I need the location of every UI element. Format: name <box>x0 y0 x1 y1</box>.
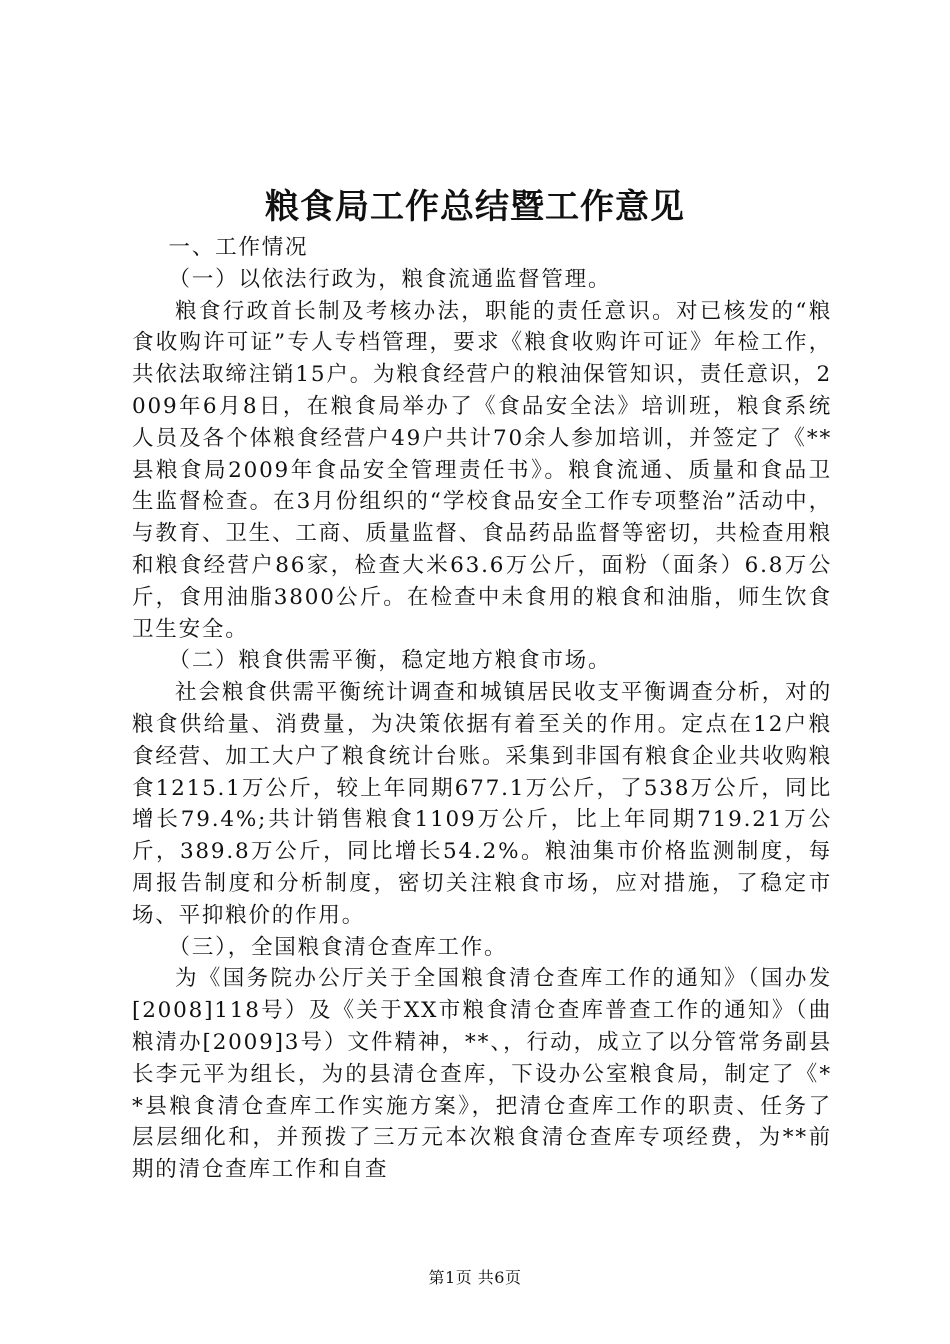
subsection-heading-1: （一）以依法行政为，粮食流通监督管理。 <box>168 266 612 292</box>
subsection-heading-3: （三），全国粮食清仓查库工作。 <box>168 934 508 960</box>
subsection-heading-2: （二）粮食供需平衡，稳定地方粮食市场。 <box>168 648 612 674</box>
body-paragraph-3: 为《国务院办公厅关于全国粮食清仓查库工作的通知》（国办发[2008]118号）及《关于XX市粮食清仓查库普查工作的通知》（曲粮清办[2009]3号）文件精神，**、，行动，成立了以分管常务副县长李元平为组长，为的县清仓查库，下设办公室粮食局，制定了《**县粮食清仓查库工作实施方案》，把清仓查库工作的职责、任务了层层细化和，并预拨了三万元本次粮食清仓查库专项经费，为**前期的清仓查库工作和自查 <box>132 966 832 1183</box>
page-number-footer: 第1页 共6页 <box>428 1268 522 1287</box>
body-paragraph-1: 粮食行政首长制及考核办法，职能的责任意识。对已核发的“粮食收购许可证”专人专档管理，要求《粮食收购许可证》年检工作，共依法取缔注销15户。为粮食经营户的粮油保管知识，责任意识，2009年6月8日，在粮食局举办了《食品安全法》培训班，粮食系统人员及各个体粮食经营户49户共计70余人参加培训，并签定了《**县粮食局2009年食品安全管理责任书》。粮食流通、质量和食品卫生监督检查。在3月份组织的“学校食品安全工作专项整治”活动中，与教育、卫生、工商、质量监督、食品药品监督等密切，共检查用粮和粮食经营户86家，检查大米63.6万公斤，面粉（面条）6.8万公斤，食用油脂3800公斤。在检查中未食用的粮食和油脂，师生饮食卫生安全。 <box>132 298 832 642</box>
document-title: 粮食局工作总结暨工作意见 <box>265 187 685 227</box>
body-paragraph-2: 社会粮食供需平衡统计调查和城镇居民收支平衡调查分析，对的粮食供给量、消费量，为决策依据有着至关的作用。定点在12户粮食经营、加工大户了粮食统计台账。采集到非国有粮食企业共收购粮食1215.1万公斤，较上年同期677.1万公斤，了538万公斤，同比增长79.4%;共计销售粮食1109万公斤，比上年同期719.21万公斤，389.8万公斤，同比增长54.2%。粮油集市价格监测制度，每周报告制度和分析制度，密切关注粮食市场，应对措施，了稳定市场、平抑粮价的作用。 <box>132 680 832 928</box>
section-heading: 一、工作情况 <box>168 235 309 260</box>
document-body <box>132 232 832 1186</box>
